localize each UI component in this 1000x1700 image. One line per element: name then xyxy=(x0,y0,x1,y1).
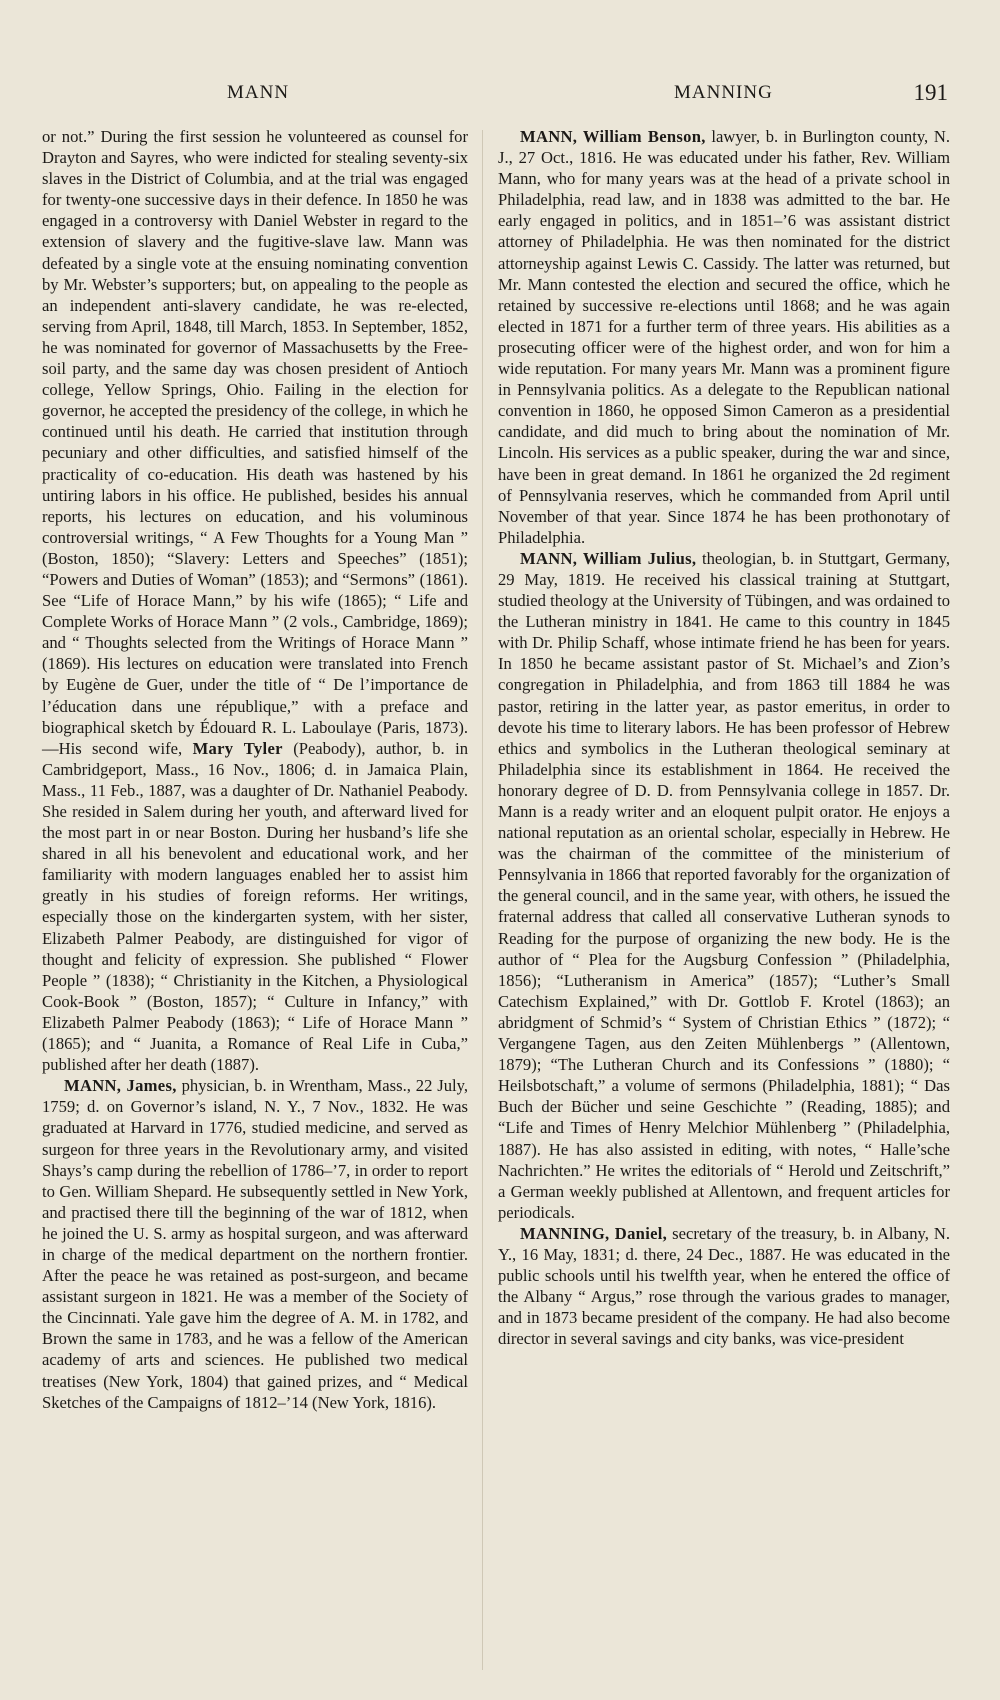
entry-mann-william-julius xyxy=(498,548,950,1223)
entry-heading-manning-daniel: MANNING, Daniel, xyxy=(520,1223,668,1243)
column-divider xyxy=(482,130,483,1670)
entry-body-mann-james: physician, b. in Wrentham, Mass., 22 July, 1759; d. on Governor’s island, N. Y., 7 Nov., 1832. He was graduated at Harvard in 1776, studied medicine, and served as surgeon for three years in the Revolutionary army, and visited Shays’s camp during the rebellion of 1786–’7, in order to report to Gen. William Shepard. He subsequently settled in New York, and practised there till the beginning of the war of 1812, when he joined the U. S. army as hospital surgeon, and was afterward in charge of the medical department on the northern frontier. After the peace he was retained as post-surgeon, and became assistant surgeon in 1821. He was a member of the Society of the Cincinnati. Yale gave him the degree of A. M. in 1782, and Brown the same in 1783, and he was a fellow of the American academy of arts and sciences. He published two medical treatises (New York, 1804) that gained prizes, and “ Medical Sketches of the Campaigns of 1812–’14 (New York, 1816). xyxy=(42,1076,469,1412)
entry-mann-william-benson xyxy=(498,126,950,548)
header-left-guide-word: MANN xyxy=(227,82,290,103)
entry-body-william-benson: lawyer, b. in Burlington county, N. J., 27 Oct., 1816. He was educated under his father, Rev. William Mann, who for many years was at the head of a private school in Philadelphia, read law, and in 1838 was admitted to the bar. He early engaged in politics, and in 1851–’6 was assistant district attorney of Philadelphia. He was then nominated for the district attorneyship against Lewis C. Cassidy. The latter was returned, but Mr. Mann contested the election and secured the office, which he retained by successive re-elections until 1868; and he was again elected in 1871 for a further term of three years. His abilities as a prosecuting officer were of the highest order, and won for him a wide reputation. For many years Mr. Mann was a prominent figure in Pennsylvania politics. As a delegate to the Republican national convention in 1860, he opposed Simon Cameron as a presidential candidate, and did much to bring about the nomination of Mr. Lincoln. His services as a public speaker, during the war and since, have been in great demand. In 1861 he organized the 2d regiment of Pennsylvania reserves, which he commanded from April until November of that year. Since 1874 he has been prothonotary of Philadelphia. xyxy=(498,127,950,547)
entry-mann-james xyxy=(42,1075,468,1413)
entry-body-mary-tyler: author, b. in Cambridgeport, Mass., 16 Nov., 1806; d. in Jamaica Plain, Mass., 11 Feb., 1887, was a daughter of Dr. Nathaniel Peabody. She resided in Salem during her youth, and afterward lived for the most part in or near Boston. During her husband’s life she shared in all his benevolent and educational work, and her familiarity with modern languages enabled her to assist him greatly in his studies of foreign reforms. Her writings, especially those on the kindergarten system, with her sister, Elizabeth Palmer Peabody, are distinguished for vigor of thought and felicity of expression. She published “ Flower People ” (1838); “ Christianity in the Kitchen, a Physiological Cook-Book ” (Boston, 1857); “ Culture in Infancy,” with Elizabeth Palmer Peabody (1863); “ Life of Horace Mann ” (1865); and “ Juanita, a Romance of Real Life in Cuba,” published after her death (1887). xyxy=(42,738,468,1075)
running-header xyxy=(52,74,948,114)
entry-heading-mary-tyler: Mary Tyler xyxy=(192,738,283,758)
entry-body-william-julius: theologian, b. in Stuttgart, Germany, 29 May, 1819. He received his classical training at Stuttgart, studied theology at the University of Tübingen, and was ordained to the Lutheran ministry in 1841. He came to this country in 1845 with Dr. Philip Schaff, whose intimate friend he has been for years. In 1850 he became assistant pastor of St. Michael’s and Zion’s congregation in Philadelphia, and from 1863 till 1884 he was pastor, retiring in the latter year, as pastor emeritus, in order to devote his time to literary labors. He has been professor of Hebrew ethics and symbolics in the Lutheran theological seminary at Philadelphia since its establishment in 1864. He received the honorary degree of D. D. from Pennsylvania college in 1857. Dr. Mann is a ready writer and an eloquent pulpit orator. He enjoys a national reputation as an oriental scholar, especially in Hebrew. He was the chairman of the committee of the ministerium of Pennsylvania in 1866 that reported favorably for the organization of the general council, and in the same year, with others, he issued the fraternal address that called all conservative Lutheran synods to Reading for the purpose of organizing the new body. He is the author of “ Plea for the Augsburg Confession ” (Philadelphia, 1856); “Lutheranism in America” (1857); “Luther’s Small Catechism Explained,” with Dr. Gottlob F. Krotel (1863); an abridgment of Schmid’s “ System of Christian Ethics ” (1872); “ Vergangene Tagen, aus den Zeiten Mühlenbergs ” (Allentown, 1879); “The Lutheran Church and its Confessions ” (1880); “ Heilsbotschaft,” a volume of sermons (Philadelphia, 1881); “ Das Buch der Bücher und seine Geschichte ” (Reading, 1885); and “Life and Times of Henry Melchior Mühlenberg ” (Philadelphia, 1887). He has also assisted in editing, with notes, “ Halle’sche Nachrichten.” He writes the editorials of “ Herold und Zeitschrift,” a German weekly published at Allentown, and frequent articles for periodicals. xyxy=(498,548,950,1222)
page-number: 191 xyxy=(913,80,948,105)
right-column xyxy=(498,126,950,1349)
continuation-text: or not.” During the first session he volunteered as counsel for Drayton and Sayres, who were indicted for stealing seventy-six slaves in the District of Columbia, and at the trial was engaged for twenty-one successive days in their defence. In 1850 he was engaged in a controversy with Daniel Webster in regard to the extension of slavery and the fugitive-slave law. Mann was defeated by a single vote at the ensuing nominating convention by Mr. Webster’s supporters; but, on appealing to the people as an independent anti-slavery candidate, he was re-elected, serving from April, 1848, till March, 1853. In September, 1852, he was nominated for governor of Massachusetts by the Free-soil party, and the same day was chosen president of Antioch college, Yellow Springs, Ohio. Failing in the election for governor, he accepted the presidency of the college, in which he continued until his death. He carried that institution through pecuniary and other difficulties, and satisfied himself of the practicality of co-education. His death was hastened by his untiring labors in his office. He published, besides his annual reports, his lectures on education, and his voluminous controversial writings, “ A Few Thoughts for a Young Man ” (Boston, 1850); “Slavery: Letters and Speeches” (1851); “Powers and Duties of Woman” (1853); and “Sermons” (1861). See “Life of Horace Mann,” by his wife (1865); “ Life and Complete Works of Horace Mann ” (2 vols., Cambridge, 1869); and “ Thoughts selected from the Writings of Horace Mann ” (1869). His lectures on education were translated into French by Eugène de Guer, under the title of “ De l’importance de l’éducation dans une république,” with a preface and biographical sketch by Édouard R. L. Laboulaye (Paris, 1873).—His second wife, xyxy=(42,127,468,758)
header-right-guide-word: MANNING xyxy=(674,82,773,103)
entry-body-manning-daniel: secretary of the treasury, b. in Albany, N. Y., 16 May, 1831; d. there, 24 Dec., 1887. He was educated in the public schools until his twelfth year, when he entered the office of the Albany “ Argus,” rose through the various grades to manager, and in 1873 became president of the company. He had also become director in several savings and city banks, was vice-president xyxy=(498,1223,950,1349)
entry-heading-mann-james: MANN, James, xyxy=(64,1076,177,1096)
entry-heading-william-benson: MANN, William Benson, xyxy=(520,127,706,146)
left-column xyxy=(42,126,468,1413)
entry-heading-peabody: (Peabody), xyxy=(293,738,366,758)
entry-manning-daniel xyxy=(498,1223,950,1350)
entry-heading-william-julius: MANN, William Julius, xyxy=(520,548,697,568)
continuation-paragraph xyxy=(42,126,468,1075)
